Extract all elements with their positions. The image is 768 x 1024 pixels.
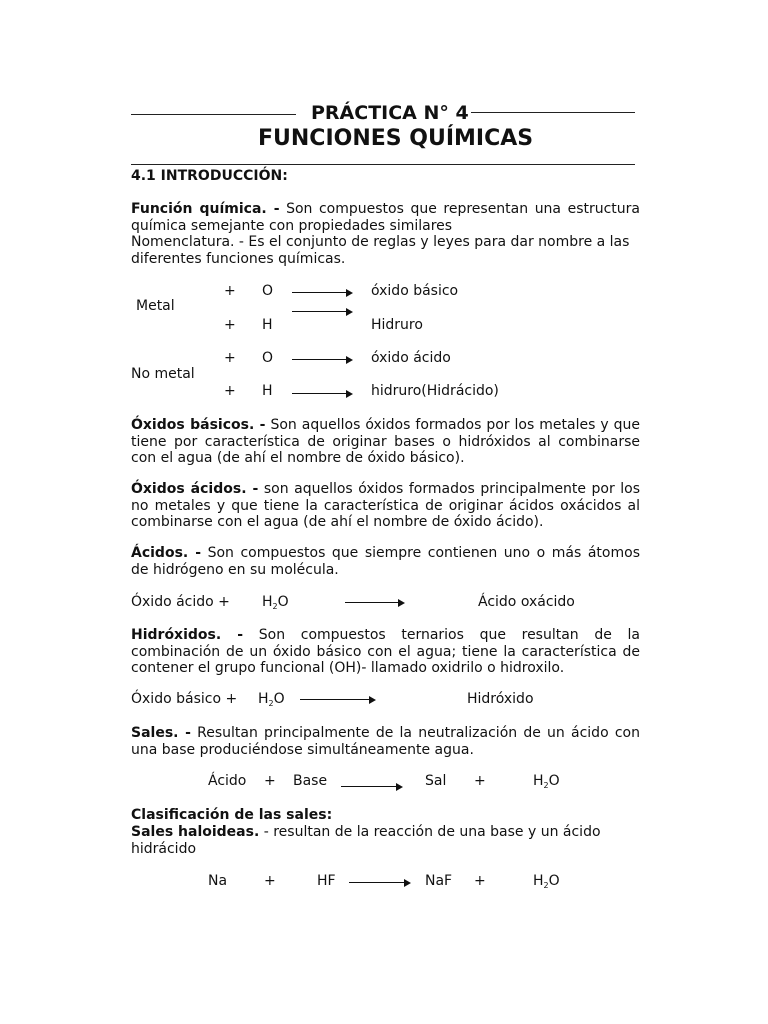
term-hidroxidos: Hidróxidos. - <box>131 627 244 643</box>
eq3-h: H <box>533 773 544 789</box>
paragraph-acidos <box>131 545 640 578</box>
eq3-base: Base <box>293 773 328 789</box>
text-oxidos-basicos: Son aquellos óxidos formados por los metales y que tiene por característica de originar bases o hidróxidos al combinarse con el agua (de ahí el nombre de óxido básico). <box>131 417 640 466</box>
eq4-na: Na <box>208 873 228 889</box>
eq3-water <box>533 773 560 789</box>
paragraph-funcion-quimica <box>131 201 640 234</box>
term-sales: Sales. - <box>131 725 191 741</box>
scheme-arrow-4 <box>292 393 351 394</box>
scheme-plus-4: + <box>224 383 236 399</box>
scheme-elem-2: H <box>262 317 273 333</box>
scheme-plus-2: + <box>224 317 236 333</box>
practice-number: PRÁCTICA N° 4 <box>311 102 469 124</box>
eq4-h: H <box>533 873 544 889</box>
scheme-arrow-2 <box>292 311 351 312</box>
eq3-arrow <box>341 786 401 787</box>
eq2-o: O <box>273 691 285 707</box>
text-funcion-quimica: Son compuestos que representan una estructura química semejante con propiedades similares <box>131 201 640 234</box>
term-funcion-quimica: Función química. - <box>131 201 280 217</box>
eq1-h: H <box>262 594 273 610</box>
eq1-left: Óxido ácido + <box>131 594 230 610</box>
eq4-plus-1: + <box>264 873 276 889</box>
scheme-elem-3: O <box>262 350 274 366</box>
text-oxidos-acidos: son aquellos óxidos formados principalmente por los no metales y que tiene la característica de originar ácidos oxácidos al combinarse con el agua (de ahí el nombre de óxido ácido). <box>131 481 640 530</box>
paragraph-haloideas <box>131 824 640 857</box>
section-heading: 4.1 INTRODUCCIÓN: <box>131 168 288 184</box>
title-rule <box>131 164 635 165</box>
eq2-right: Hidróxido <box>467 691 534 707</box>
term-acidos: Ácidos. - <box>131 545 202 561</box>
scheme-elem-1: O <box>262 283 274 299</box>
eq4-arrow <box>349 882 409 883</box>
eq2-water <box>258 691 285 707</box>
label-no-metal: No metal <box>131 366 195 382</box>
eq3-salt: Sal <box>425 773 447 789</box>
eq4-plus-2: + <box>474 873 486 889</box>
eq4-water <box>533 873 560 889</box>
eq3-plus-2: + <box>474 773 486 789</box>
eq2-sub: 2 <box>268 699 274 708</box>
page-title: FUNCIONES QUÍMICAS <box>258 126 534 151</box>
label-metal: Metal <box>136 298 175 314</box>
scheme-plus-1: + <box>224 283 236 299</box>
eq4-o: O <box>548 873 560 889</box>
scheme-result-1: óxido básico <box>371 283 459 299</box>
scheme-result-2: Hidruro <box>371 317 423 333</box>
eq2-left: Óxido básico + <box>131 691 238 707</box>
eq1-sub: 2 <box>272 602 278 611</box>
eq1-water <box>262 594 289 610</box>
eq3-acid: Ácido <box>208 773 247 789</box>
eq3-o: O <box>548 773 560 789</box>
heading-clasificacion: Clasificación de las sales: <box>131 807 333 823</box>
paragraph-sales <box>131 725 640 758</box>
paragraph-oxidos-acidos <box>131 481 640 531</box>
eq3-sub: 2 <box>543 781 549 790</box>
eq3-plus-1: + <box>264 773 276 789</box>
scheme-arrow-1 <box>292 292 351 293</box>
eq4-sub: 2 <box>543 881 549 890</box>
scheme-result-3: óxido ácido <box>371 350 451 366</box>
eq2-h: H <box>258 691 269 707</box>
scheme-plus-3: + <box>224 350 236 366</box>
text-acidos: Son compuestos que siempre contienen uno o más átomos de hidrógeno en su molécula. <box>131 545 640 578</box>
text-sales: Resultan principalmente de la neutralización de un ácido con una base produciéndose simultáneamente agua. <box>131 725 640 758</box>
paragraph-nomenclatura: Nomenclatura. - Es el conjunto de reglas y leyes para dar nombre a las diferentes funciones químicas. <box>131 234 630 267</box>
scheme-result-4: hidruro(Hidrácido) <box>371 383 499 399</box>
paragraph-oxidos-basicos <box>131 417 640 467</box>
header-rule-left <box>131 114 296 115</box>
term-oxidos-basicos: Óxidos básicos. - <box>131 417 266 433</box>
eq4-naf: NaF <box>425 873 453 889</box>
eq2-arrow <box>300 699 374 700</box>
eq1-right: Ácido oxácido <box>478 594 575 610</box>
text-hidroxidos: Son compuestos ternarios que resultan de la combinación de un óxido básico con el agua; tiene la característica de contener el grupo funcional (OH)- llamado oxidrilo o hidroxilo. <box>131 627 640 676</box>
scheme-elem-4: H <box>262 383 273 399</box>
text-haloideas: - resultan de la reacción de una base y un ácido hidrácido <box>131 824 601 857</box>
eq1-arrow <box>345 602 403 603</box>
paragraph-hidroxidos <box>131 627 640 677</box>
header-rule-right <box>471 112 635 113</box>
eq4-hf: HF <box>317 873 336 889</box>
scheme-arrow-3 <box>292 359 351 360</box>
term-haloideas: Sales haloideas. <box>131 824 260 840</box>
term-oxidos-acidos: Óxidos ácidos. - <box>131 481 259 497</box>
eq1-o: O <box>277 594 289 610</box>
